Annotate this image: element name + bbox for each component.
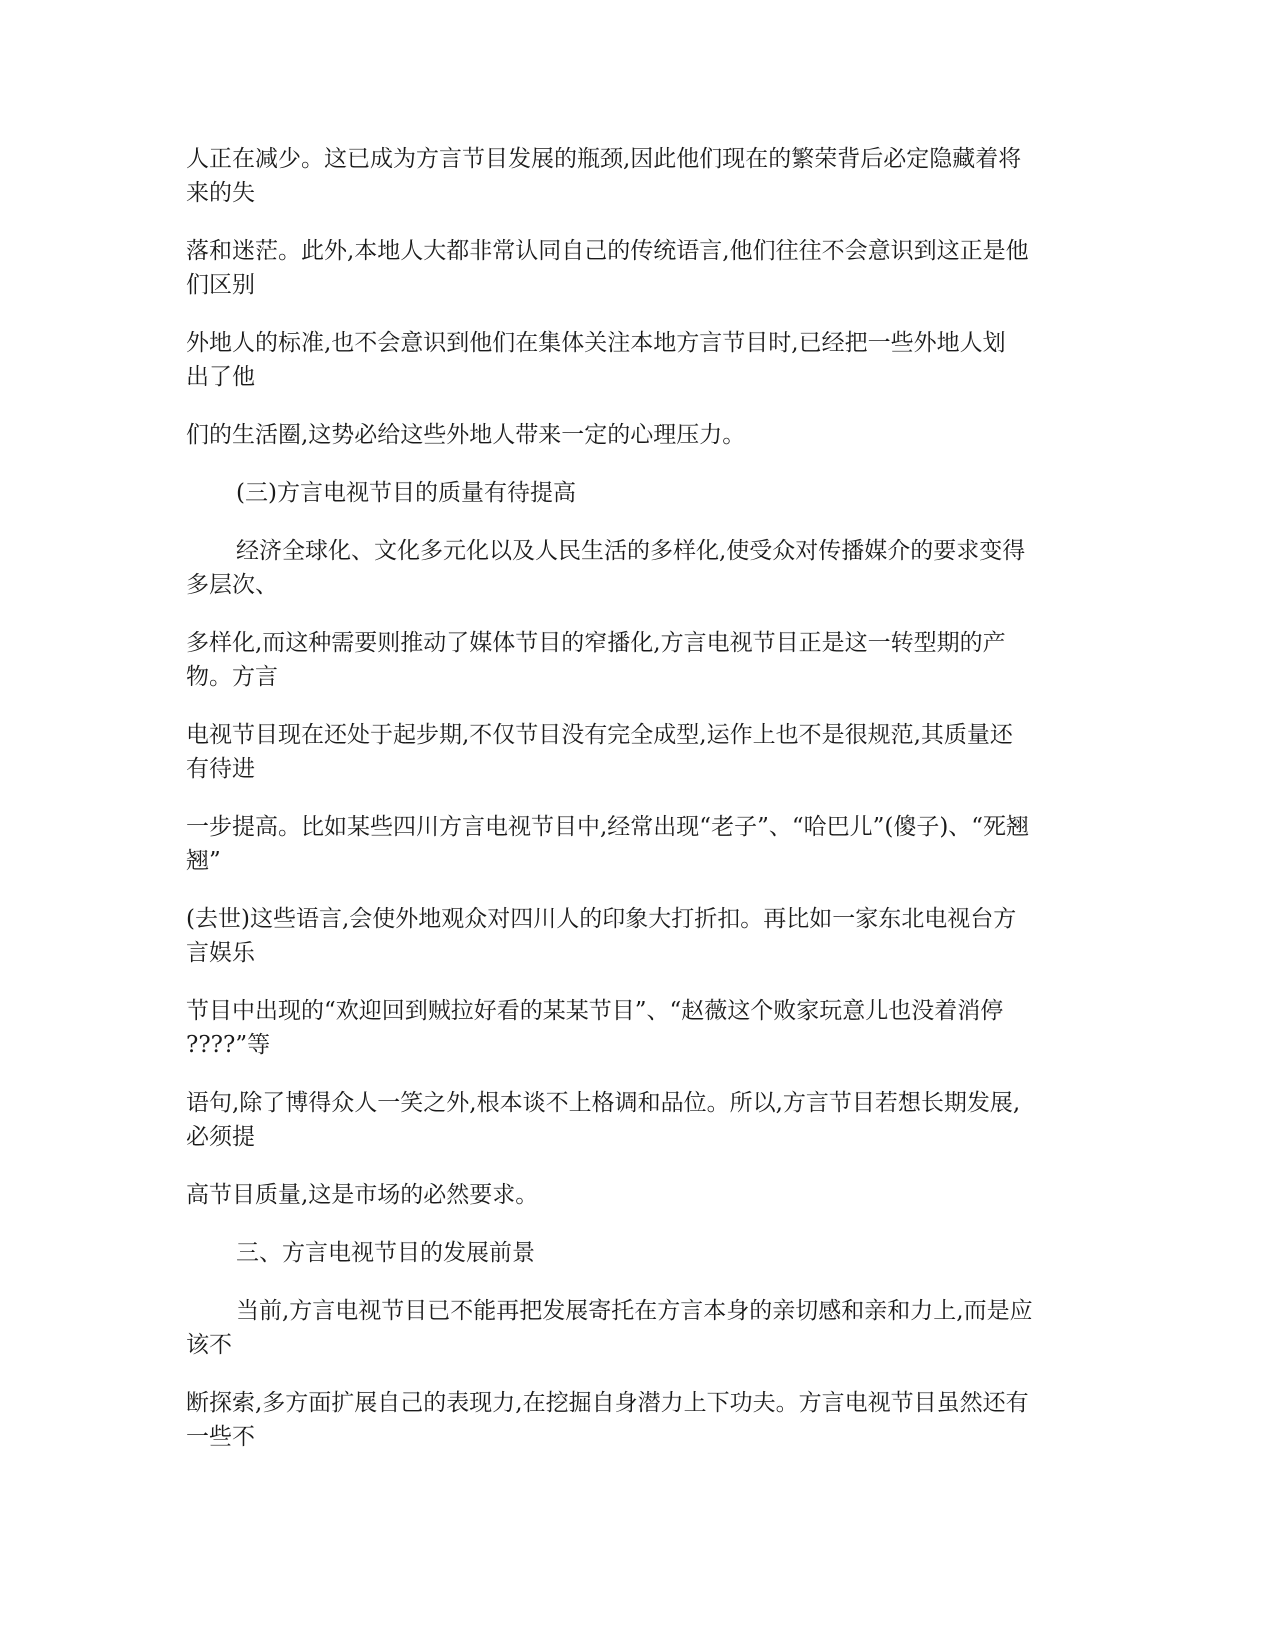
- paragraph: [186, 142, 1096, 210]
- text-line: 来的失: [186, 180, 255, 206]
- paragraph: [186, 1386, 1096, 1454]
- paragraph: [186, 418, 1096, 452]
- paragraph: [186, 1178, 1096, 1212]
- paragraph: [186, 234, 1096, 302]
- heading-text: 三、方言电视节目的发展前景: [236, 1240, 535, 1266]
- text-line: 物。方言: [186, 664, 278, 690]
- text-line: 多层次、: [186, 572, 278, 598]
- section-heading: [186, 476, 1096, 510]
- text-line: 断探索,多方面扩展自己的表现力,在挖掘自身潜力上下功夫。方言电视节目虽然还有: [186, 1390, 1029, 1416]
- paragraph: [186, 534, 1096, 602]
- text-line: 节目中出现的“欢迎回到贼拉好看的某某节目”、“赵薇这个败家玩意儿也没着消停: [186, 998, 1004, 1024]
- text-line: 高节目质量,这是市场的必然要求。: [186, 1182, 539, 1208]
- text-line: 翘”: [186, 848, 221, 874]
- text-line: 该不: [186, 1332, 232, 1358]
- text-line: 们的生活圈,这势必给这些外地人带来一定的心理压力。: [186, 422, 746, 448]
- text-line: ????”等: [186, 1032, 271, 1058]
- paragraph: [186, 626, 1096, 694]
- paragraph: [186, 902, 1096, 970]
- text-line: 当前,方言电视节目已不能再把发展寄托在方言本身的亲切感和亲和力上,而是应: [236, 1298, 1033, 1324]
- text-line: 人正在减少。这已成为方言节目发展的瓶颈,因此他们现在的繁荣背后必定隐藏着将: [186, 146, 1022, 172]
- text-line: 出了他: [186, 364, 255, 390]
- text-line: 们区别: [186, 272, 255, 298]
- text-line: 语句,除了博得众人一笑之外,根本谈不上格调和品位。所以,方言节目若想长期发展,: [186, 1090, 1021, 1116]
- paragraph: [186, 994, 1096, 1062]
- text-line: 一步提高。比如某些四川方言电视节目中,经常出现“老子”、“哈巴儿”(傻子)、“死翘: [186, 814, 1030, 840]
- text-line: 电视节目现在还处于起步期,不仅节目没有完全成型,运作上也不是很规范,其质量还: [186, 722, 1013, 748]
- paragraph: [186, 718, 1096, 786]
- text-line: 外地人的标准,也不会意识到他们在集体关注本地方言节目时,已经把一些外地人划: [186, 330, 1006, 356]
- paragraph: [186, 810, 1096, 878]
- paragraph: [186, 1294, 1096, 1362]
- text-line: 经济全球化、文化多元化以及人民生活的多样化,使受众对传播媒介的要求变得: [236, 538, 1026, 564]
- text-line: 一些不: [186, 1424, 255, 1450]
- text-line: 必须提: [186, 1124, 255, 1150]
- heading-text: (三)方言电视节目的质量有待提高: [236, 480, 576, 506]
- text-line: 言娱乐: [186, 940, 255, 966]
- paragraph: [186, 326, 1096, 394]
- text-line: (去世)这些语言,会使外地观众对四川人的印象大打折扣。再比如一家东北电视台方: [186, 906, 1017, 932]
- text-line: 有待进: [186, 756, 255, 782]
- text-line: 落和迷茫。此外,本地人大都非常认同自己的传统语言,他们往往不会意识到这正是他: [186, 238, 1029, 264]
- text-line: 多样化,而这种需要则推动了媒体节目的窄播化,方言电视节目正是这一转型期的产: [186, 630, 1006, 656]
- document-body: [186, 142, 1096, 1478]
- paragraph: [186, 1086, 1096, 1154]
- section-heading: [186, 1236, 1096, 1270]
